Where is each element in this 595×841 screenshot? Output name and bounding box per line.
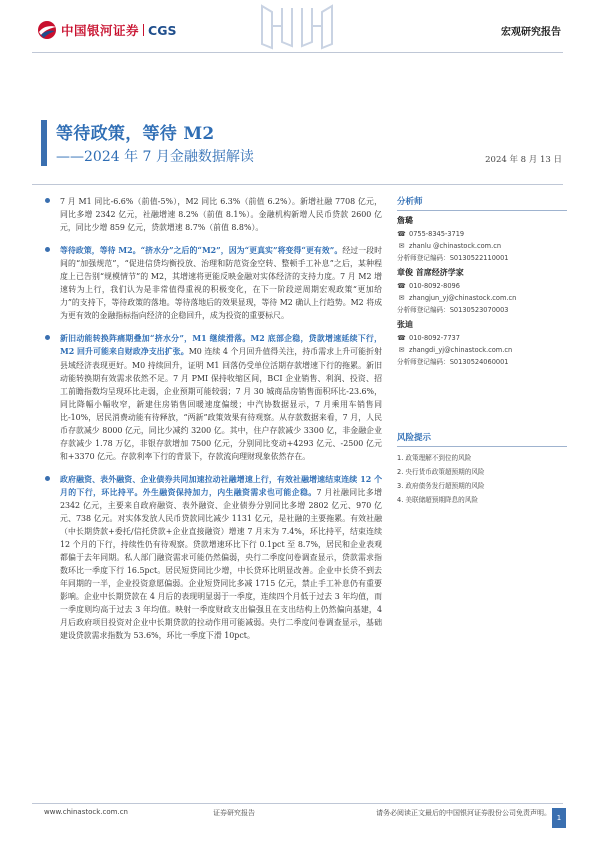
money-supply-paragraph: [45, 332, 382, 462]
paragraph-highlight: 新旧动能转换阵痛期叠加“挤水分”，M1 继续滑落。M2 底部企稳，贷款增速延续下行，M2 回升可能来自财政净支出扩张。: [60, 334, 382, 357]
email-icon: ✉: [398, 346, 405, 354]
header-divider: [32, 52, 563, 53]
analyst-name: 章俊 首席经济学家: [397, 268, 464, 277]
analyst-name: 张迪: [397, 320, 413, 329]
analyst-registration: 分析师登记编码：S0130522110001: [397, 254, 509, 262]
paragraph-text: 7 月 M1 同比-6.6%（前值-5%），M2 同比 6.3%（前值 6.2%）。新增社融 7708 亿元，同比多增 2342 亿元，社融增速 8.2%（前值 8.1%）。金融机构新增人民币贷款 2600 亿元，同比少增 859 亿元，贷款增速 8.7%（前值 8.8%）。: [60, 197, 382, 233]
risk-item: 2. 央行货币政策超预期的风险: [397, 468, 485, 476]
phone-icon: ☎: [397, 282, 406, 290]
analyst-email[interactable]: [397, 240, 567, 252]
paragraph-text: 7 月社融同比多增 2342 亿元，主要来自政府融资、表外融资、企业债券分别同比多增 2802 亿元、970 亿元、738 亿元。对实体发放人民币贷款同比减少 1131 亿元，是社融的主要拖累。有效社融（中长期贷款+委托/信托贷款+企业直接融资）增速 7 月末为 7.4%，环比持平，结束连续 12 个月的下行，持续性仍有待观察。贷款增速环比下行 0.1pct 至 8.7%，居民和企业表观都偏于去年同期。私人部门融资需求可能仍然偏弱，央行二季度问卷调查显示，贷款需求指数环比一季度下行 16.5pct。居民短贷同比少增，中长贷环比明显改善。企业中长贷不到去年同期的一半，企业投资意愿偏弱。企业短贷同比多减 1715 亿元，禁止手工补息仍有重要影响。企业中长期贷款在 4 月后的表现明显弱于一季度，连续四个月低于过去 3 年均值，而一季度则均高于过去 3 年均值。映射一季度财政支出偏强且在支出结构上仍然偏向基建，4 月后政府项目投资对企业中长期贷款的拉动作用可能减弱。央行二季度问卷调查显示，基础建设贷款需求指数为 53.6%，环比一季度下滑 10pct。: [60, 487, 382, 641]
paragraph-text: M0 连续 4 个月回升值得关注，持币需求上升可能折射县域经济表现更好。M0 持续回升，证明 M1 回落仍受单位活期存款增速下行的拖累。新旧动能转换期有效需求依然不足。7 月 PMI 保持收缩区间，BCI 企业销售、利润、投资、招工前瞻指数均呈现环比走弱，企业预期可能较弱；7 月 30 城商品房销售面积环比-23.6%，同比降幅小幅收窄，新建住房销售回暖速度偏缓；中汽协数据显示，7 月乘用车销售同比-10%，居民消费动能有待释放，“两新”政策效果有待观察。从存款数据来看，7 月，人民币存款减少 8000 亿元，同比少减约 3200 亿。其中，住户存款减少 3300 亿，非金融企业存款减少 1.78 万亿，非银存款增加 7500 亿元，分别同比变动+4293 亿元、-2500 亿元和+3370 亿元。存款利率下行的背景下，存款流向理财现象依然存在。: [60, 347, 382, 461]
report-title: 等待政策，等待 M2: [56, 124, 215, 144]
logo-english-text: CGS: [148, 22, 177, 38]
phone-text: 010-8092-8096: [409, 282, 460, 290]
analyst-card: [397, 319, 567, 368]
email-text[interactable]: zhangdi_yj@chinastock.com.cn: [409, 346, 513, 354]
paragraph-highlight: 等待政策，等待 M2。“挤水分”之后的“M2”，因为“更真实”将变得“更有效”。: [60, 246, 343, 256]
phone-text: 010-8092-7737: [409, 334, 460, 342]
header-decoration-icon: [256, 4, 338, 50]
email-text[interactable]: zhangjun_yj@chinastock.com.cn: [409, 294, 517, 302]
paragraph-text: 经过一段时间的“加强规范”，“促进信贷均衡投放、治理和防范资金空转、整顿手工补息”之后，某种程度上已告别“规模情节”的 M2，其增速将更能反映金融对实体经济的支持力度。7 月 M2 增速转为上行，我们认为是非常值得重视的积极变化，在下一阶段逆周期宏观政策“更加给力”的支持下，等待政策的落地。等待落地后的效果显现，等待 M2 确认上行趋势。M2 将成为更有效的金融指标指向经济的企稳回升，成为投资的重要标尺。: [60, 246, 382, 321]
email-icon: ✉: [398, 242, 405, 250]
logo-separator: [143, 24, 144, 36]
footer-website-link[interactable]: www.chinastock.com.cn: [44, 808, 128, 816]
risk-item: 1. 政策理解不到位的风险: [397, 454, 472, 462]
footer-report-label: 证券研究报告: [213, 809, 255, 817]
company-logo: [37, 20, 176, 40]
bullet-icon: [45, 247, 50, 252]
bullet-icon: [45, 335, 50, 340]
analyst-registration: 分析师登记编码：S0130524060001: [397, 358, 509, 366]
analyst-section-header: 分析师: [397, 195, 567, 211]
policy-paragraph: [45, 244, 382, 322]
logo-chinese-text: 中国银河证券: [61, 23, 140, 38]
analyst-phone: [397, 332, 567, 344]
bullet-icon: [45, 198, 50, 203]
email-text[interactable]: zhanlu @chinastock.com.cn: [409, 242, 501, 250]
footer-divider: [32, 803, 563, 804]
analyst-email[interactable]: [397, 344, 567, 356]
analyst-phone: [397, 228, 567, 240]
title-accent-bar: [41, 120, 47, 166]
paragraph-highlight: 政府融资、表外融资、企业债券共同加速拉动社融增速上行，有效社融增速结束连续 12 个月的下行，环比持平。外生融资保持加力，内生融资需求也可能企稳。: [60, 474, 382, 497]
sidebar: [397, 195, 567, 504]
risk-section-header: 风险提示: [397, 431, 567, 447]
galaxy-logo-icon: [37, 20, 57, 40]
phone-icon: ☎: [397, 334, 406, 342]
analyst-name: 詹璐: [397, 216, 413, 225]
main-content: [45, 195, 382, 653]
phone-icon: ☎: [397, 230, 406, 238]
page-number: 1: [552, 808, 566, 828]
phone-text: 0755-8345-3719: [409, 230, 465, 238]
page-header: [0, 0, 595, 64]
title-divider: [32, 184, 563, 185]
analyst-email[interactable]: [397, 292, 567, 304]
summary-paragraph: [45, 195, 382, 234]
risk-item: 4. 美联储超预期降息的风险: [397, 496, 478, 504]
risk-item: 3. 政府债务发行超预期的风险: [397, 482, 485, 490]
analyst-card: [397, 215, 567, 264]
analyst-phone: [397, 280, 567, 292]
report-date: 2024 年 8 月 13 日: [485, 155, 562, 165]
analyst-card: [397, 267, 567, 316]
risk-section: [397, 431, 567, 507]
footer-disclaimer: 请务必阅读正文最后的中国银河证券股份公司免责声明。: [376, 809, 551, 817]
bullet-icon: [45, 476, 50, 481]
report-type-label: 宏观研究报告: [501, 27, 561, 38]
email-icon: ✉: [398, 294, 405, 302]
analyst-registration: 分析师登记编码：S0130523070003: [397, 306, 509, 314]
report-subtitle: ——2024 年 7 月金融数据解读: [56, 149, 254, 165]
social-financing-paragraph: [45, 473, 382, 643]
